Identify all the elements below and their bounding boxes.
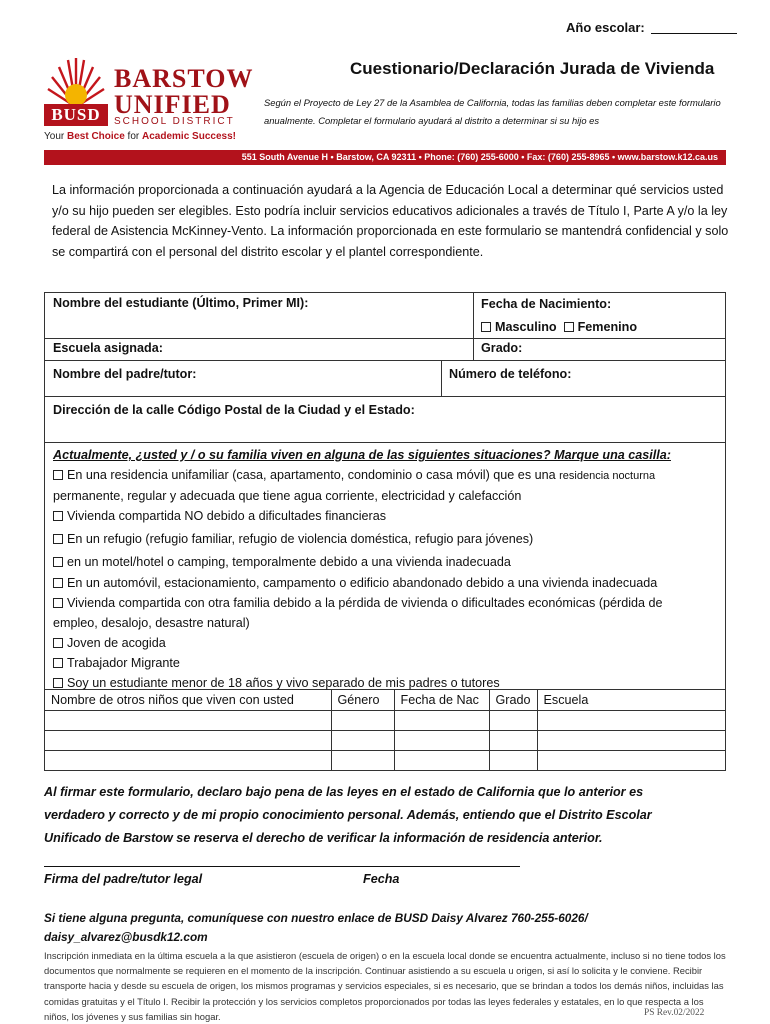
contact-email[interactable]: daisy_alvarez@busdk12.com bbox=[44, 930, 208, 944]
logo-name-line2: UNIFIED bbox=[114, 90, 231, 119]
situation-option-1-cont: permanente, regular y adecuada que tiene agua corriente, electricidad y calefacción bbox=[53, 488, 522, 503]
contact-info: Si tiene alguna pregunta, comuníquese con nuestro enlace de BUSD Daisy Alvarez 760-255-6026/ daisy_alvarez@busdk12.com bbox=[44, 909, 664, 947]
situation-option-3[interactable]: En un refugio (refugio familiar, refugio de violencia doméstica, refugio para jóvenes) bbox=[53, 530, 717, 550]
address-field[interactable]: Dirección de la calle Código Postal de la Ciudad y el Estado: bbox=[53, 403, 415, 417]
busd-mark: BUSD bbox=[44, 104, 108, 126]
col-header-birth: Fecha de Nac bbox=[394, 690, 489, 710]
school-year-blank[interactable] bbox=[651, 22, 737, 34]
situation-question: Actualmente, ¿usted y / o su familia viven en alguna de las siguientes situaciones? Marque una casilla: bbox=[53, 448, 671, 462]
situation-option-7[interactable]: Joven de acogida bbox=[53, 634, 717, 654]
school-field[interactable]: Escuela asignada: bbox=[53, 341, 163, 355]
situation-option-5[interactable]: En un automóvil, estacionamiento, campamento o edificio abandonado debido a una vivienda inadecuada bbox=[53, 574, 717, 594]
col-header-name: Nombre de otros niños que viven con usted bbox=[45, 690, 331, 710]
signature-label: Firma del padre/tutor legal bbox=[44, 872, 203, 886]
grade-field[interactable]: Grado: bbox=[481, 341, 523, 355]
housing-form bbox=[44, 292, 726, 771]
page-title: Cuestionario/Declaración Jurada de Vivienda bbox=[350, 59, 715, 78]
birth-date-field[interactable]: Fecha de Nacimiento: Masculino Femenino bbox=[481, 297, 638, 334]
living-situation bbox=[45, 443, 725, 690]
situation-option-2[interactable]: Vivienda compartida NO debido a dificultades financieras bbox=[53, 507, 717, 527]
col-header-grade: Grado bbox=[489, 690, 537, 710]
col-header-gender: Género bbox=[331, 690, 394, 710]
logo-name-line3: SCHOOL DISTRICT bbox=[114, 116, 235, 127]
rights-footnote: Inscripción inmediata en la última escuela a la que asistieron (escuela de origen) o en la escuela local donde se encuentra actualmente, incluso si no tiene todos los documentos que normalmente se requieren en el momento de la inscripción. Continuar asistiendo a su escuela u origen, si así lo solicita y le conviene. Recibir transporte hacia y desde su escuela de origen, los mismos programas y servicios especiales, si es necesario, que se brindan a todos los demás niños, incluidas las comidas gratuitas y el Título I. Recibir la protección y los servicios completos proporcionados por todas las leyes federales y estatales, en lo que respecta a los niños, los jóvenes y sus familias sin hogar. bbox=[44, 950, 726, 1022]
date-label: Fecha bbox=[363, 872, 400, 886]
situation-option-9[interactable]: Soy un estudiante menor de 18 años y vivo separado de mis padres o tutores bbox=[53, 674, 717, 694]
table-row[interactable] bbox=[45, 710, 725, 730]
other-children-table bbox=[45, 690, 725, 770]
situation-option-4[interactable]: en un motel/hotel o camping, temporalmente debido a una vivienda inadecuada bbox=[53, 553, 717, 573]
guardian-field[interactable]: Nombre del padre/tutor: bbox=[53, 367, 197, 381]
phone-field[interactable]: Número de teléfono: bbox=[449, 367, 572, 381]
logo-tagline: Your Best Choice for Academic Success! bbox=[44, 131, 236, 142]
table-row[interactable] bbox=[45, 730, 725, 750]
female-checkbox[interactable] bbox=[564, 322, 574, 332]
situation-option-6-cont: empleo, desalojo, desastre natural) bbox=[53, 616, 250, 631]
row-school bbox=[45, 339, 725, 361]
row-guardian bbox=[45, 361, 725, 397]
declaration-text: Al firmar este formulario, declaro bajo pena de las leyes en el estado de California que lo anterior es verdadero y correcto y de mi propio conocimiento personal. Además, entiendo que el Distrito Escolar Unificado de Barstow se reserva el derecho de verificar la información de residencia anterior. bbox=[44, 785, 652, 845]
male-checkbox[interactable] bbox=[481, 322, 491, 332]
col-header-school: Escuela bbox=[537, 690, 725, 710]
address-bar: 551 South Avenue H • Barstow, CA 92311 • Phone: (760) 255-6000 • Fax: (760) 255-8965 • www.barstow.k12.ca.us bbox=[44, 150, 726, 165]
revision-label: PS Rev.02/2022 bbox=[644, 1008, 705, 1018]
student-name-field[interactable]: Nombre del estudiante (Último, Primer MI): bbox=[53, 296, 309, 310]
situation-option-1[interactable]: En una residencia unifamiliar (casa, apartamento, condominio o casa móvil) que es una residencia nocturna bbox=[53, 466, 717, 487]
situation-option-6[interactable]: Vivienda compartida con otra familia debido a la pérdida de vivienda o dificultades económicas (pérdida de bbox=[53, 594, 717, 614]
school-year-label: Año escolar: bbox=[566, 20, 645, 35]
row-student bbox=[45, 293, 725, 339]
district-logo bbox=[44, 52, 258, 152]
table-row[interactable] bbox=[45, 750, 725, 770]
logo-name-line1: BARSTOW bbox=[114, 64, 254, 93]
intro-italic-note: Según el Proyecto de Ley 27 de la Asamblea de California, todas las familias deben completar este formulario anualmente. Completar el formulario ayudará al distrito a determinar si su hijo es bbox=[264, 97, 721, 126]
row-address bbox=[45, 397, 725, 443]
situation-option-8[interactable]: Trabajador Migrante bbox=[53, 654, 717, 674]
signature-line[interactable] bbox=[44, 866, 520, 867]
intro-paragraph: La información proporcionada a continuación ayudará a la Agencia de Educación Local a determinar qué servicios usted y/o su hijo pueden ser elegibles. Esto podría incluir servicios educativos adicionales a través de Título I, Parte A y/o la ley federal de Asistencia McKinney-Vento. La información proporcionada en este formulario se mantendrá confidencial y solo se compartirá con el personal del distrito escolar y el plantel correspondiente. bbox=[52, 183, 729, 259]
school-year-field[interactable] bbox=[566, 20, 737, 35]
